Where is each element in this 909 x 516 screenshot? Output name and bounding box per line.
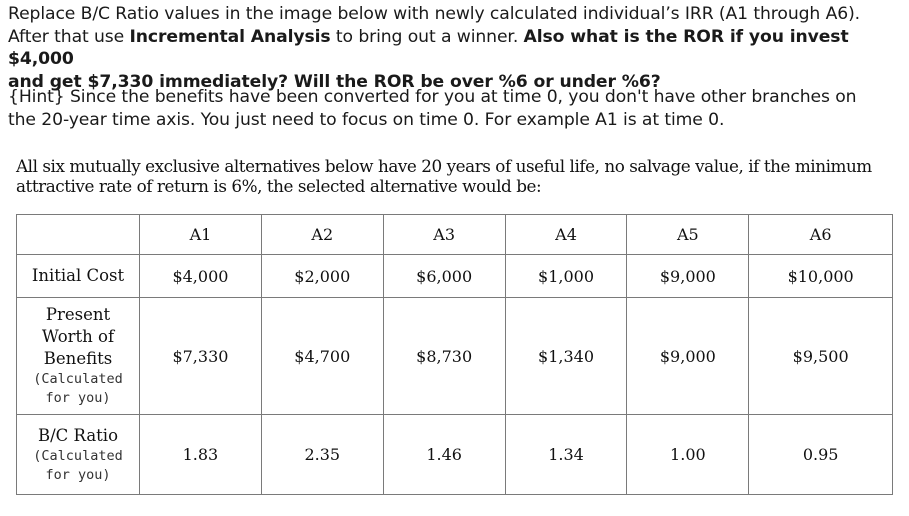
column-header: A2 xyxy=(261,215,383,255)
question-line-2 xyxy=(8,26,903,71)
row-label-text: Initial Cost xyxy=(31,266,125,285)
calculated-note: (Calculated xyxy=(33,447,123,464)
present-worth-cell: $1,340 xyxy=(505,298,627,415)
initial-cost-cell: $4,000 xyxy=(140,255,262,298)
calculated-note: for you) xyxy=(45,466,111,483)
problem-statement xyxy=(16,156,906,196)
bc-ratio-cell: 1.34 xyxy=(505,415,627,495)
table-row-bc-ratio xyxy=(17,415,893,495)
corner-cell xyxy=(17,215,140,255)
row-label xyxy=(17,255,140,298)
problem-line-1: All six mutually exclusive alternatives below have 20 years of useful life, no salvage value, if the minimum xyxy=(16,156,872,176)
question-line-1: Replace B/C Ratio values in the image below with newly calculated individual’s IRR (A1 through A6). xyxy=(8,4,861,24)
problem-line-2: attractive rate of return is 6%, the selected alternative would be: xyxy=(16,176,542,196)
column-header: A5 xyxy=(627,215,749,255)
hint-line-2: the 20-year time axis. You just need to focus on time 0. For example A1 is at time 0. xyxy=(8,109,725,130)
initial-cost-cell: $2,000 xyxy=(261,255,383,298)
initial-cost-cell: $10,000 xyxy=(749,255,893,298)
present-worth-cell: $7,330 xyxy=(140,298,262,415)
row-label-text: Worth of xyxy=(41,327,115,346)
question-text xyxy=(8,3,903,93)
row-label xyxy=(17,298,140,415)
column-header: A4 xyxy=(505,215,627,255)
calculated-note: (Calculated xyxy=(33,371,123,387)
present-worth-cell: $8,730 xyxy=(383,298,505,415)
initial-cost-cell: $6,000 xyxy=(383,255,505,298)
bc-ratio-cell: 1.00 xyxy=(627,415,749,495)
question-emphasis: Incremental Analysis xyxy=(129,26,331,47)
column-header: A6 xyxy=(749,215,893,255)
row-label-text: Benefits xyxy=(43,349,113,368)
present-worth-cell: $4,700 xyxy=(261,298,383,415)
bc-ratio-cell: 2.35 xyxy=(261,415,383,495)
question-emphasis: and get $7,330 immediately? Will the ROR be over %6 or under %6? xyxy=(8,71,661,92)
column-header: A3 xyxy=(383,215,505,255)
question-text-part: to bring out a winner. xyxy=(330,26,524,47)
bc-ratio-cell: 0.95 xyxy=(749,415,893,495)
alternatives-table xyxy=(16,214,893,495)
bc-ratio-cell: 1.46 xyxy=(383,415,505,495)
row-label xyxy=(17,415,140,495)
present-worth-cell: $9,500 xyxy=(749,298,893,415)
calculated-note: for you) xyxy=(45,390,111,406)
present-worth-cell: $9,000 xyxy=(627,298,749,415)
hint-line-1: {Hint} Since the benefits have been converted for you at time 0, you don't have other branches on xyxy=(8,87,857,107)
question-emphasis: Also what is the ROR if you invest $4,000 xyxy=(8,26,849,69)
bc-ratio-cell: 1.83 xyxy=(140,415,262,495)
initial-cost-cell: $1,000 xyxy=(505,255,627,298)
row-label-text: Present xyxy=(45,305,111,324)
row-label-text: B/C Ratio xyxy=(37,425,119,445)
table-header-row xyxy=(17,215,893,255)
hint-text xyxy=(8,86,903,131)
initial-cost-cell: $9,000 xyxy=(627,255,749,298)
question-text-part: After that use xyxy=(8,26,130,47)
table-row-initial-cost xyxy=(17,255,893,298)
table-row-present-worth xyxy=(17,298,893,415)
column-header: A1 xyxy=(140,215,262,255)
